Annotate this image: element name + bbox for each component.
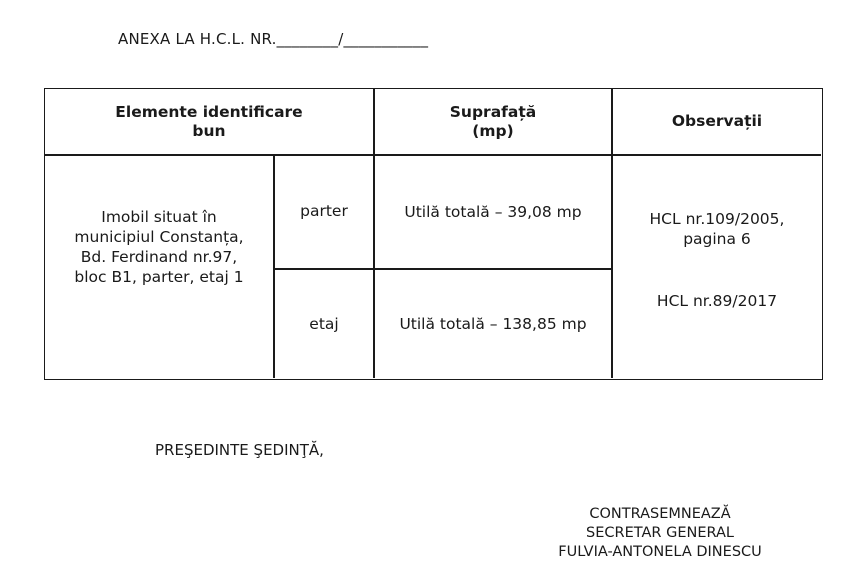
- level-etaj: etaj: [309, 315, 339, 333]
- level-parter: parter: [300, 202, 348, 220]
- header-identification: Elemente identificare bun: [115, 102, 303, 140]
- annex-reference: ANEXA LA H.C.L. NR.________/___________: [118, 30, 429, 48]
- signature-block: [540, 505, 780, 562]
- property-table: [44, 88, 823, 380]
- property-description: Imobil situat în municipiul Constanța, Bd. Ferdinand nr.97, bloc B1, parter, etaj 1: [74, 208, 244, 286]
- header-area: Suprafață (mp): [449, 102, 537, 140]
- observation-parter: HCL nr.109/2005, pagina 6: [649, 210, 785, 248]
- president-label: PREŞEDINTE ŞEDINŢĂ,: [155, 441, 324, 459]
- countersign-label: CONTRASEMNEAZĂ: [589, 506, 731, 522]
- secretary-title: SECRETAR GENERAL: [586, 525, 734, 541]
- secretary-name: FULVIA-ANTONELA DINESCU: [558, 544, 762, 560]
- area-parter: Utilă totală – 39,08 mp: [404, 202, 582, 221]
- header-observations: Observații: [671, 112, 763, 130]
- observation-etaj: HCL nr.89/2017: [656, 292, 778, 310]
- area-etaj: Utilă totală – 138,85 mp: [399, 315, 587, 333]
